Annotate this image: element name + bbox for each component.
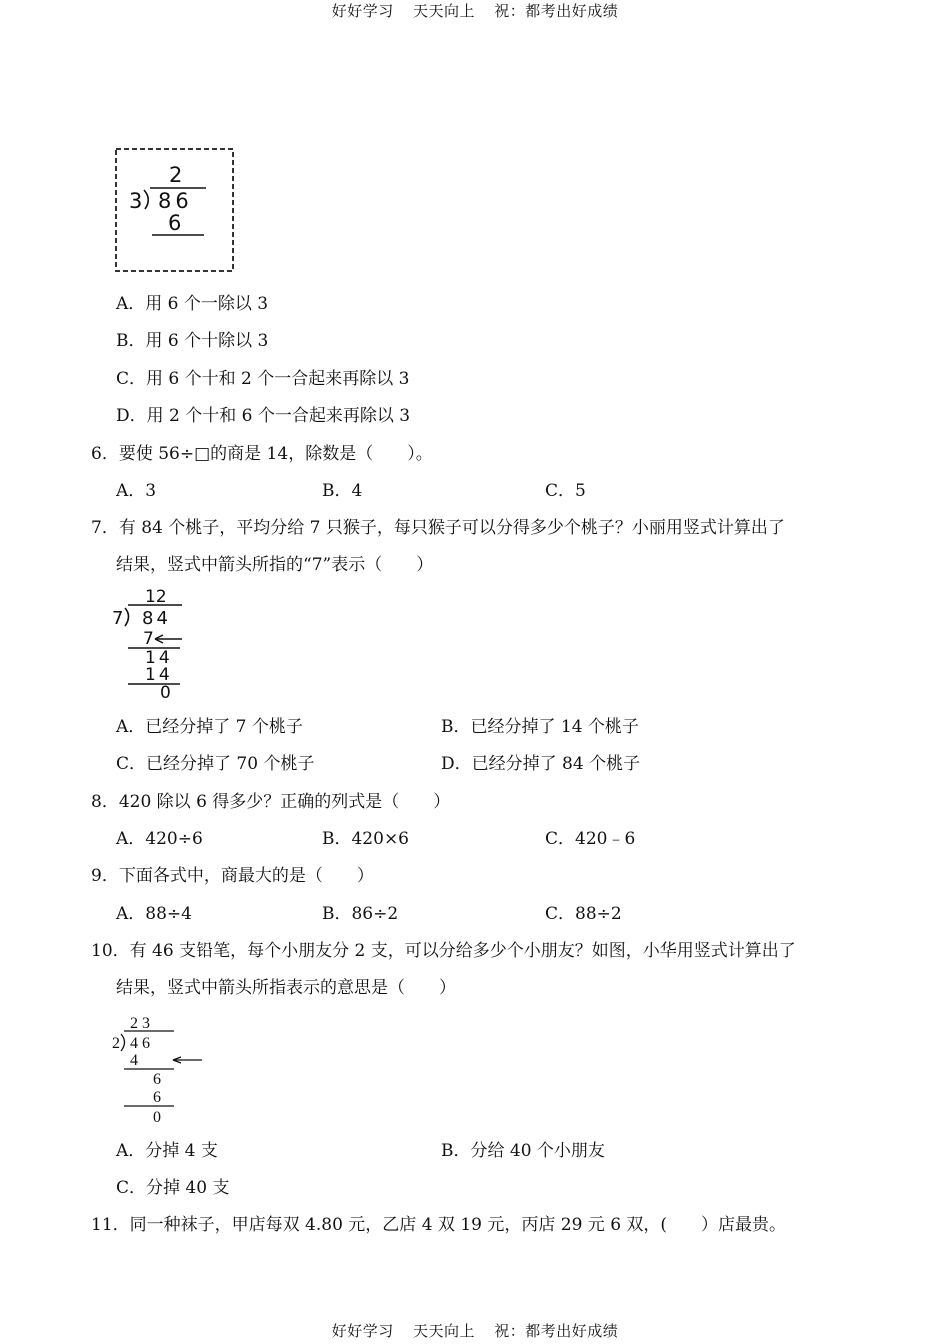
- q7-divisor: 7: [112, 608, 124, 629]
- footer-text-3: 祝：都考出好成绩: [494, 1322, 619, 1340]
- q7-step-3: 14: [145, 665, 173, 685]
- q7-dividend: 84: [142, 608, 171, 629]
- q8-stem: 8．420 除以 6 得多少？正确的列式是（ ）: [91, 792, 451, 812]
- footer-text-1: 好好学习: [331, 1322, 394, 1340]
- q7-division-figure: [108, 586, 198, 702]
- q7-stem-line-1: 7．有 84 个桃子，平均分给 7 只猴子，每只猴子可以分得多少个桃子？小丽用竖式计算出了: [91, 518, 785, 538]
- q9-option-c: C．88÷2: [545, 904, 622, 924]
- q7-option-b: B．已经分掉了 14 个桃子: [441, 717, 639, 737]
- page-header: [0, 0, 950, 21]
- q7-quotient: 12: [145, 587, 167, 607]
- q5-quotient: 2: [169, 163, 183, 187]
- q5-product: 6: [168, 211, 182, 235]
- q10-option-b: B．分给 40 个小朋友: [441, 1141, 605, 1161]
- q10-division-bracket: [121, 1034, 125, 1051]
- q5-option-b: B．用 6 个十除以 3: [116, 331, 269, 351]
- q10-quotient: 2 3: [130, 1015, 150, 1032]
- q8-option-a: A．420÷6: [116, 829, 203, 849]
- q9-option-b: B．86÷2: [322, 904, 399, 924]
- q7-remainder: 0: [160, 683, 171, 702]
- q5-divisor: 3: [129, 189, 143, 213]
- q10-option-a: A．分掉 4 支: [116, 1141, 218, 1161]
- q10-stem-line-2: 结果，竖式中箭头所指表示的意思是（ ）: [116, 978, 456, 998]
- q10-dividend: 4 6: [130, 1035, 150, 1052]
- q5-option-d: D．用 2 个十和 6 个一合起来再除以 3: [116, 406, 411, 426]
- footer-text-2: 天天向上: [412, 1322, 475, 1340]
- q8-option-c: C．420﹣6: [545, 829, 636, 849]
- q6-option-b: B．4: [322, 481, 363, 501]
- q7-option-c: C．已经分掉了 70 个桃子: [116, 754, 315, 774]
- q10-remainder: 0: [153, 1109, 161, 1126]
- q5-dividend: 86: [158, 189, 193, 213]
- q7-division-bracket: [125, 608, 129, 626]
- q7-option-d: D．已经分掉了 84 个桃子: [441, 754, 641, 774]
- q10-step-2: 6: [153, 1071, 161, 1088]
- q11-stem: 11．同一种袜子，甲店每双 4.80 元，乙店 4 双 19 元，丙店 29 元 6 双，( ）店最贵。: [91, 1215, 787, 1235]
- q7-step-2: 14: [145, 648, 173, 668]
- q10-option-c: C．分掉 40 支: [116, 1178, 230, 1198]
- q7-stem-line-2: 结果，竖式中箭头所指的“7”表示（ ）: [116, 555, 434, 575]
- q6-stem: 6．要使 56÷□的商是 14，除数是（ ）。: [91, 444, 433, 464]
- header-text-1: 好好学习: [331, 2, 394, 20]
- q10-step-1: 4: [130, 1052, 138, 1069]
- header-text-2: 天天向上: [412, 2, 475, 20]
- q5-option-c: C．用 6 个十和 2 个一合起来再除以 3: [116, 369, 410, 389]
- page-footer: [0, 1320, 950, 1341]
- q7-step-1: 7: [143, 629, 154, 649]
- q9-option-a: A．88÷4: [116, 904, 192, 924]
- q10-step-3: 6: [153, 1089, 161, 1106]
- q5-division-figure: [112, 146, 238, 276]
- header-text-3: 祝：都考出好成绩: [494, 2, 619, 20]
- q10-divisor: 2: [112, 1035, 120, 1052]
- q5-division-bracket: [144, 190, 148, 209]
- q7-option-a: A．已经分掉了 7 个桃子: [116, 717, 303, 737]
- q10-division-figure: [108, 1012, 208, 1128]
- q5-option-a: A．用 6 个一除以 3: [116, 294, 269, 314]
- q9-stem: 9．下面各式中，商最大的是（ ）: [91, 866, 374, 886]
- q10-stem-line-1: 10．有 46 支铅笔，每个小朋友分 2 支，可以分给多少个小朋友？如图，小华用竖式计算出了: [91, 941, 796, 961]
- q8-option-b: B．420×6: [322, 829, 410, 849]
- q6-option-a: A．3: [116, 481, 157, 501]
- q6-option-c: C．5: [545, 481, 586, 501]
